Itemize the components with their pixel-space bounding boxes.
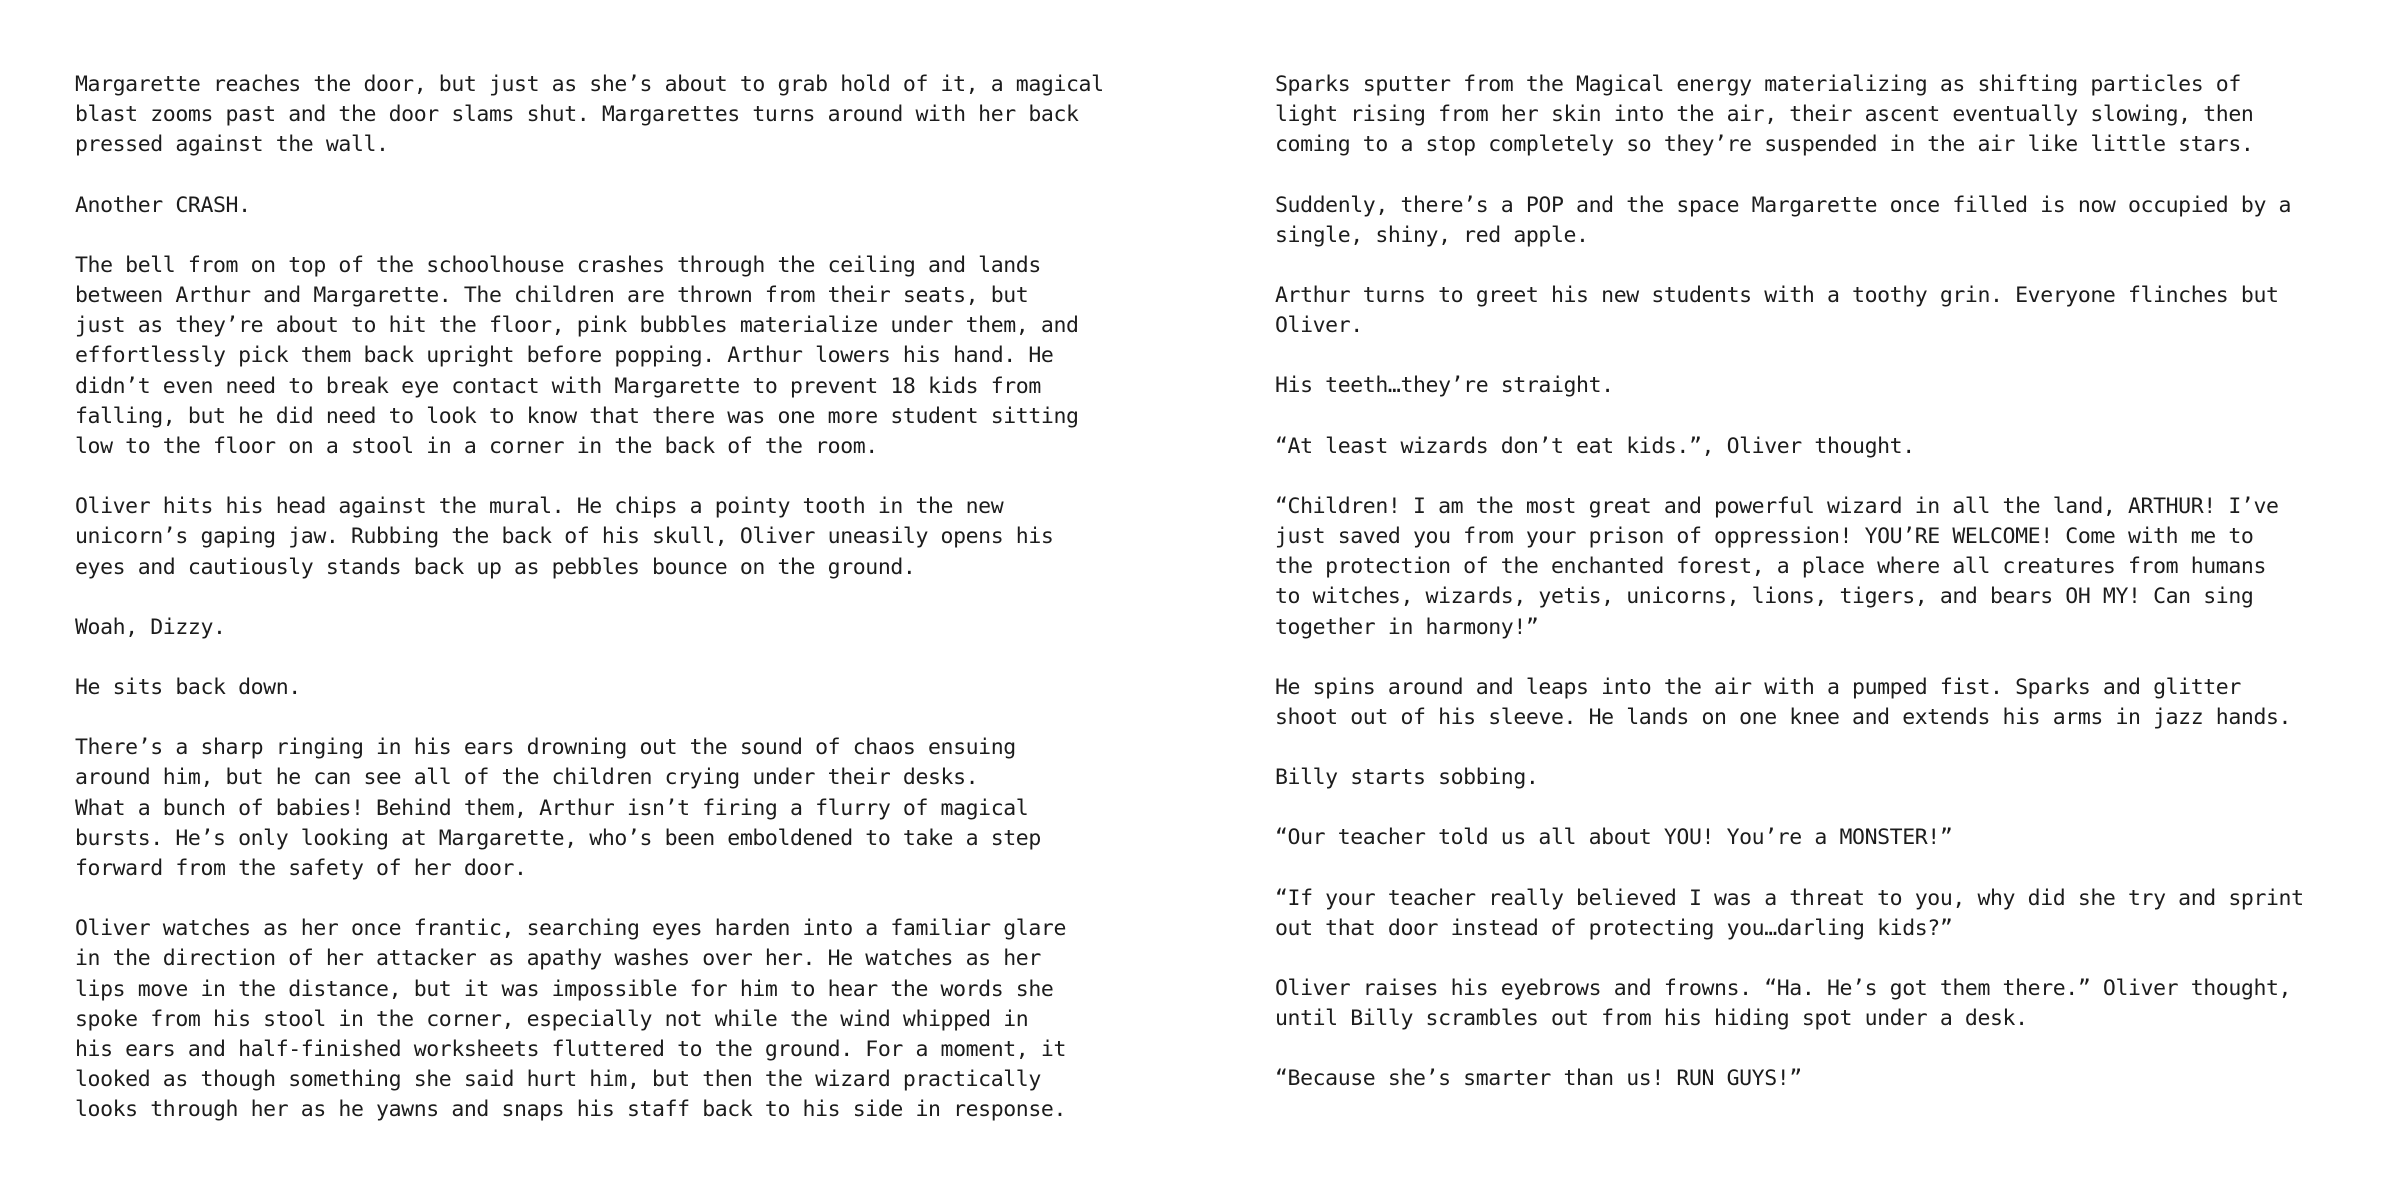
paragraph: He spins around and leaps into the air with a pumped fist. Sparks and glitter shoot out of his sleeve. He lands on one knee and extends his arms in jazz hands.: [1275, 674, 2292, 731]
paragraph: Sparks sputter from the Magical energy materializing as shifting particles of light rising from her skin into the air, their ascent eventually slowing, then coming to a stop completely so they’re suspended in the air like little stars.: [1275, 72, 2254, 158]
paragraph: Another CRASH.: [75, 192, 251, 218]
paragraph: Arthur turns to greet his new students with a toothy grin. Everyone flinches but Oliver.: [1275, 283, 2279, 339]
paragraph: Oliver hits his head against the mural. He chips a pointy tooth in the new unicorn’s gaping jaw. Rubbing the back of his skull, Oliver uneasily opens his eyes and cautiously stands back up as pebbles bounce on the ground.: [75, 494, 1054, 580]
paragraph: Suddenly, there’s a POP and the space Margarette once filled is now occupied by a single, shiny, red apple.: [1275, 192, 2292, 248]
paragraph: His teeth…they’re straight.: [1275, 373, 1614, 399]
paragraph: Oliver watches as her once frantic, searching eyes harden into a familiar glare in the direction of her attacker as apathy washes over her. He watches as her lips move in the distance, but it was impossible for him to hear the words she spoke from his stool in the corner, especially not while the wind whipped in his ears and half-finished worksheets fluttered to the ground. For a moment, it looked as though something she said hurt him, but then the wizard practically looks through her as he yawns and snaps his staff back to his side in response.: [75, 916, 1066, 1123]
paragraph: “Our teacher told us all about YOU! You’re a MONSTER!”: [1275, 825, 1953, 851]
paragraph: Oliver raises his eyebrows and frowns. “Ha. He’s got them there.” Oliver thought, until Billy scrambles out from his hiding spot under a desk.: [1275, 976, 2292, 1032]
paragraph: “Children! I am the most great and powerful wizard in all the land, ARTHUR! I’ve just saved you from your prison of oppression! YOU’RE WELCOME! Come with me to the protection of the enchanted forest, a place where all creatures from humans to witches, wizards, yetis, unicorns, lions, tigers, and bears OH MY! Can sing together in harmony!”: [1275, 493, 2279, 640]
left-page: [0, 0, 1199, 1199]
paragraph: He sits back down.: [75, 675, 301, 701]
paragraph: Billy starts sobbing.: [1275, 765, 1539, 791]
paragraph: “If your teacher really believed I was a threat to you, why did she try and sprint out that door instead of protecting you…darling kids?”: [1275, 885, 2304, 941]
paragraph: “At least wizards don’t eat kids.”, Oliver thought.: [1275, 433, 1915, 459]
paragraph: The bell from on top of the schoolhouse crashes through the ceiling and lands between Arthur and Margarette. The children are thrown from their seats, but just as they’re about to hit the floor, pink bubbles materialize under them, and effortlessly pick them back upright before popping. Arthur lowers his hand. He didn’t even need to break eye contact with Margarette to prevent 18 kids from falling, but he did need to look to know that there was one more student sitting low to the floor on a stool in a corner in the back of the room.: [75, 252, 1079, 460]
paragraph: Woah, Dizzy.: [75, 614, 226, 640]
paragraph: Margarette reaches the door, but just as she’s about to grab hold of it, a magical blast zooms past and the door slams shut. Margarettes turns around with her back pressed against the wall.: [75, 72, 1104, 158]
paragraph: “Because she’s smarter than us! RUN GUYS!”: [1275, 1066, 1802, 1092]
paragraph: There’s a sharp ringing in his ears drowning out the sound of chaos ensuing around him, but he can see all of the children crying under their desks. What a bunch of babies! Behind them, Arthur isn’t firing a flurry of magical bursts. He’s only looking at Margarette, who’s been emboldened to take a step forward from the safety of her door.: [75, 735, 1041, 882]
right-page: [1199, 0, 2399, 1199]
